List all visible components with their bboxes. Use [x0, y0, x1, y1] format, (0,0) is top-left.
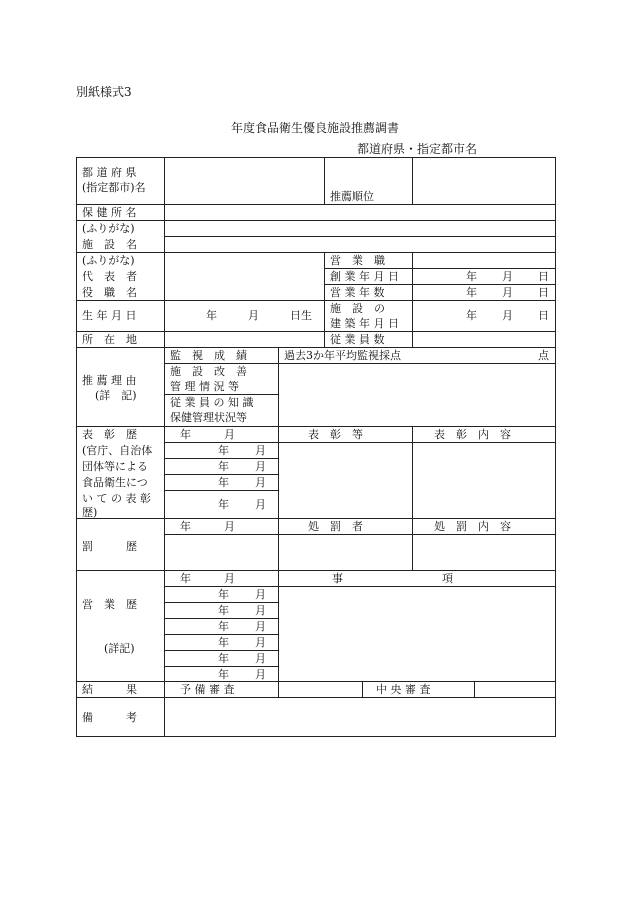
- year-unit: 年: [206, 309, 217, 322]
- commendation-label: (官庁、自治体: [82, 444, 153, 457]
- row-line: [324, 268, 556, 269]
- business-history-detail-label: (詳記): [104, 642, 135, 655]
- year-unit: 年: [218, 620, 229, 633]
- col-line: [412, 157, 413, 205]
- prefecture-city-name: 都道府県・指定都市名: [357, 142, 478, 156]
- year-unit: 年: [218, 476, 229, 489]
- month-unit: 月: [255, 636, 266, 649]
- recommend-rank-label: 推薦順位: [330, 190, 374, 203]
- year-unit: 年: [218, 604, 229, 617]
- penalty-content-header: 処 罰 内 容: [434, 520, 511, 533]
- recommend-reason-label: (詳 記): [95, 389, 137, 402]
- col-line: [474, 681, 475, 698]
- year-unit: 年: [466, 309, 477, 322]
- health-center-label: 保 健 所 名: [82, 206, 137, 219]
- row-line: [164, 458, 278, 459]
- monitoring-score-label: 過去3か年平均監視採点: [284, 349, 401, 362]
- row-line: [76, 518, 556, 519]
- month-unit: 月: [502, 309, 513, 322]
- remarks-label: 備 考: [82, 711, 137, 724]
- col-line: [324, 157, 325, 205]
- commendation-label: 団体等による: [82, 460, 148, 473]
- row-line: [76, 347, 556, 348]
- facility-improvement-label: 施 設 改 善: [170, 365, 247, 378]
- year-unit: 年: [466, 286, 477, 299]
- building-date-label: 施 設 の: [330, 302, 385, 315]
- form-title: 年度食品衛生優良施設推薦調書: [231, 121, 400, 135]
- row-line: [164, 236, 556, 237]
- row-line: [164, 490, 278, 491]
- year-unit: 年: [218, 498, 229, 511]
- penalty-punisher-header: 処 罰 者: [308, 520, 363, 533]
- row-line: [164, 666, 278, 667]
- col-line: [278, 681, 279, 698]
- month-unit: 月: [248, 309, 259, 322]
- founding-date-label: 創 業 年 月 日: [330, 270, 399, 283]
- commendation-date-header: 年 月: [180, 428, 235, 441]
- position-label: 役 職 名: [82, 286, 137, 299]
- month-unit: 月: [502, 270, 513, 283]
- day-unit: 日: [538, 270, 549, 283]
- col-line: [324, 252, 325, 348]
- address-label: 所 在 地: [82, 333, 137, 346]
- col-line: [412, 252, 413, 348]
- row-line: [76, 220, 556, 221]
- row-line: [76, 570, 556, 571]
- col-line: [278, 426, 279, 571]
- row-line: [324, 284, 556, 285]
- month-unit: 月: [502, 286, 513, 299]
- birth-date-label: 生 年 月 日: [82, 309, 137, 322]
- year-unit: 年: [218, 668, 229, 681]
- month-unit: 月: [255, 444, 266, 457]
- facility-furigana-label: (ふりがな): [82, 222, 135, 235]
- result-label: 結 果: [82, 683, 137, 696]
- employees-label: 従 業 員 数: [330, 333, 385, 346]
- year-unit: 年: [218, 652, 229, 665]
- month-unit: 月: [255, 604, 266, 617]
- penalty-history-label: 罰 歴: [82, 540, 137, 553]
- year-unit: 年: [218, 636, 229, 649]
- month-unit: 月: [255, 668, 266, 681]
- row-line: [164, 586, 556, 587]
- representative-label: 代 表 者: [82, 270, 137, 283]
- month-unit: 月: [255, 620, 266, 633]
- year-unit: 年: [218, 444, 229, 457]
- commendation-awarder-header: 表 彰 等: [308, 428, 363, 441]
- row-line: [164, 442, 556, 443]
- row-line: [76, 252, 556, 253]
- row-line: [164, 394, 278, 395]
- row-line: [164, 634, 278, 635]
- employee-knowledge-label: 従 業 員 の 知 識: [170, 396, 254, 409]
- birth-day-unit: 日生: [290, 309, 312, 322]
- recommend-reason-label: 推 薦 理 由: [82, 374, 137, 387]
- penalty-date-header: 年 月: [180, 520, 235, 533]
- commendation-label: 歴): [82, 506, 98, 519]
- row-line: [164, 534, 556, 535]
- row-line: [164, 602, 278, 603]
- row-line: [164, 650, 278, 651]
- central-review-label: 中 央 審 査: [376, 683, 431, 696]
- col-line: [412, 426, 413, 571]
- month-unit: 月: [255, 498, 266, 511]
- row-line: [164, 618, 278, 619]
- day-unit: 日: [538, 286, 549, 299]
- month-unit: 月: [255, 588, 266, 601]
- year-unit: 年: [466, 270, 477, 283]
- row-line: [164, 474, 278, 475]
- preliminary-review-label: 予 備 審 査: [180, 683, 235, 696]
- monitoring-label: 監 視 成 績: [170, 349, 247, 362]
- row-line: [76, 331, 556, 332]
- col-line: [362, 681, 363, 698]
- row-line: [164, 363, 556, 364]
- commendation-label: 食品衛生につ: [82, 476, 148, 489]
- month-unit: 月: [255, 476, 266, 489]
- row-line: [76, 204, 556, 205]
- commendation-content-header: 表 彰 内 容: [434, 428, 511, 441]
- col-line: [278, 347, 279, 427]
- prefecture-label: (指定都市)名: [82, 181, 146, 194]
- row-line: [76, 300, 556, 301]
- business-date-header: 年 月: [180, 572, 235, 585]
- employee-knowledge-label: 保健管理状況等: [170, 411, 247, 424]
- row-line: [76, 681, 556, 682]
- commendation-label: い て の 表 彰: [82, 492, 151, 505]
- prefecture-label: 都 道 府 県: [82, 166, 137, 179]
- building-date-label: 建 築 年 月 日: [330, 317, 399, 330]
- month-unit: 月: [255, 652, 266, 665]
- month-unit: 月: [255, 460, 266, 473]
- business-type-label: 営 業 職: [330, 254, 385, 267]
- year-unit: 年: [218, 460, 229, 473]
- col-line: [164, 157, 165, 737]
- point-unit: 点: [538, 349, 549, 362]
- row-line: [76, 697, 556, 698]
- rep-furigana-label: (ふりがな): [82, 254, 135, 267]
- row-line: [76, 426, 556, 427]
- form-number: 別紙様式3: [76, 85, 132, 99]
- day-unit: 日: [538, 309, 549, 322]
- business-history-label: 営 業 歴: [82, 598, 137, 611]
- business-matter-header: 事 項: [332, 572, 453, 585]
- facility-name-label: 施 設 名: [82, 238, 137, 251]
- commendation-label: 表 彰 歴: [82, 428, 137, 441]
- col-line: [278, 570, 279, 682]
- facility-improvement-label: 管 理 情 況 等: [170, 380, 239, 393]
- year-unit: 年: [218, 588, 229, 601]
- business-years-label: 営 業 年 数: [330, 286, 385, 299]
